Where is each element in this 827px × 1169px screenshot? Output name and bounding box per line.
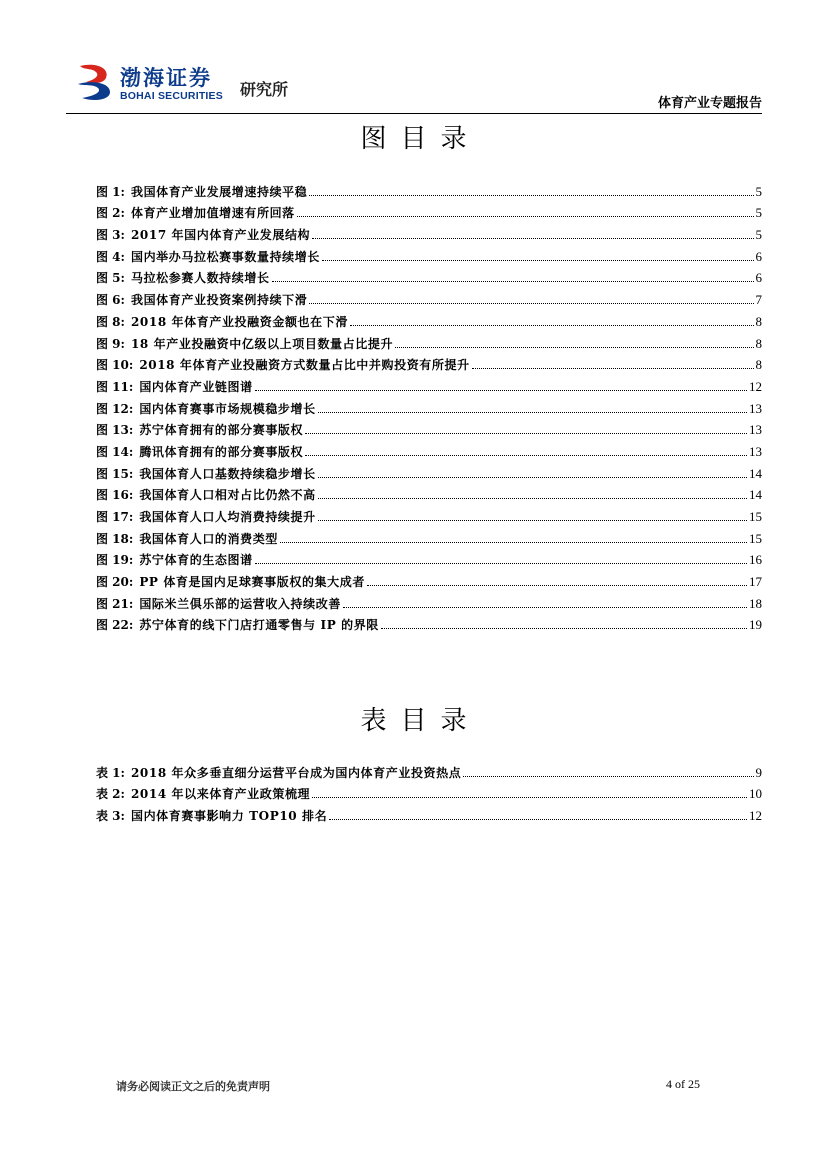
table-entry[interactable] — [96, 759, 762, 781]
figure-entry[interactable] — [96, 330, 762, 352]
figure-page-number: 15 — [749, 530, 762, 546]
figure-entry[interactable] — [96, 568, 762, 590]
figure-caption: 苏宁体育的生态图谱 — [139, 553, 253, 568]
figure-page-number: 5 — [755, 183, 762, 199]
dot-leader — [309, 303, 753, 304]
figure-label: 图 13: — [96, 423, 134, 438]
figure-label: 图 16: — [96, 488, 134, 503]
dot-leader — [280, 542, 747, 543]
page-number: 4 of 25 — [666, 1077, 700, 1091]
company-logo — [76, 60, 296, 108]
figure-page-number: 8 — [755, 357, 762, 373]
figure-caption: 我国体育人口相对占比仍然不高 — [139, 488, 316, 503]
figure-caption: 我国体育人口人均消费持续提升 — [139, 510, 316, 524]
table-entry[interactable] — [96, 781, 762, 803]
figure-label: 图 2: — [96, 206, 125, 221]
table-caption: 国内体育赛事影响力 TOP10 排名 — [130, 809, 328, 824]
figure-caption: 马拉松参赛人数持续增长 — [130, 271, 270, 286]
figure-label: 图 5: — [96, 271, 125, 286]
logo-english-name: BOHAI SECURITIES — [120, 90, 223, 102]
dot-leader — [255, 563, 747, 564]
table-label: 表 1: — [96, 765, 125, 780]
logo-chinese-name: 渤海证券 — [120, 66, 212, 90]
figure-label: 图 6: — [96, 293, 125, 308]
figure-entry[interactable] — [96, 243, 762, 265]
dot-leader — [305, 433, 747, 434]
figure-entry[interactable] — [96, 417, 762, 439]
table-caption: 2014 年以来体育产业政策梳理 — [130, 787, 311, 802]
figure-label: 图 18: — [96, 531, 134, 546]
institute-label: 研究所 — [240, 80, 289, 99]
figure-page-number: 12 — [749, 378, 762, 394]
dot-leader — [350, 325, 754, 326]
figure-label: 图 20: — [96, 575, 134, 590]
table-list — [96, 759, 762, 824]
figure-caption: 我国体育人口的消费类型 — [139, 531, 278, 546]
disclaimer-note: 请务必阅读正文之后的免责声明 — [116, 1080, 270, 1093]
figure-entry[interactable] — [96, 200, 762, 222]
figure-page-number: 15 — [749, 509, 762, 524]
figure-label: 图 22: — [96, 618, 134, 633]
figure-caption: 国内举办马拉松赛事数量持续增长 — [130, 249, 320, 264]
table-caption: 2018 年众多垂直细分运营平台成为国内体育产业投资热点 — [130, 765, 462, 780]
figure-list-title: 图目录 — [360, 124, 481, 154]
figure-label: 图 14: — [96, 444, 134, 459]
figure-label: 图 11: — [96, 379, 134, 394]
dot-leader — [318, 412, 747, 413]
figure-entry[interactable] — [96, 503, 762, 525]
figure-page-number: 18 — [749, 595, 762, 611]
figure-page-number: 17 — [749, 574, 762, 590]
figure-page-number: 6 — [755, 270, 762, 286]
dot-leader — [305, 455, 747, 456]
dot-leader — [395, 347, 753, 348]
figure-label: 图 17: — [96, 510, 134, 524]
figure-caption: 我国体育产业投资案例持续下滑 — [130, 293, 308, 308]
bohai-logo-icon — [76, 62, 114, 102]
figure-label: 图 10: — [96, 358, 134, 373]
dot-leader — [255, 390, 747, 391]
table-page-number: 12 — [749, 808, 762, 824]
figure-caption: 苏宁体育的线下门店打通零售与 IP 的界限 — [139, 618, 379, 633]
figure-caption: 体育产业增加值增速有所回落 — [130, 206, 295, 221]
page-header — [66, 54, 762, 114]
figure-caption: 国内体育产业链图谱 — [139, 379, 253, 394]
figure-entry[interactable] — [96, 352, 762, 374]
dot-leader — [309, 195, 753, 196]
figure-page-number: 19 — [749, 617, 762, 633]
figure-label: 图 8: — [96, 314, 125, 329]
table-entry[interactable] — [96, 802, 762, 824]
table-list-title: 表目录 — [360, 706, 481, 736]
figure-page-number: 8 — [755, 335, 762, 351]
figure-caption: 2018 年体育产业投融资方式数量占比中并购投资有所提升 — [139, 358, 470, 373]
header-divider — [66, 113, 762, 114]
figure-entry[interactable] — [96, 308, 762, 330]
table-page-number: 9 — [755, 764, 762, 780]
dot-leader — [312, 797, 747, 798]
dot-leader — [318, 498, 747, 499]
figure-label: 图 9: — [96, 336, 125, 351]
figure-page-number: 13 — [749, 443, 762, 459]
figure-label: 图 21: — [96, 596, 134, 611]
figure-caption: 我国体育产业发展增速持续平稳 — [130, 184, 308, 199]
figure-label: 图 19: — [96, 553, 134, 568]
figure-label: 图 15: — [96, 466, 134, 481]
figure-entry[interactable] — [96, 482, 762, 504]
figure-caption: 腾讯体育拥有的部分赛事版权 — [139, 444, 304, 459]
dot-leader — [329, 819, 747, 820]
figure-label: 图 1: — [96, 184, 125, 199]
dot-leader — [367, 585, 747, 586]
figure-label: 图 3: — [96, 228, 125, 243]
figure-page-number: 7 — [755, 292, 762, 308]
dot-leader — [318, 477, 747, 478]
dot-leader — [381, 628, 747, 629]
dot-leader — [322, 260, 754, 261]
dot-leader — [472, 368, 754, 369]
figure-entry[interactable] — [96, 612, 762, 634]
figure-page-number: 5 — [755, 227, 762, 243]
dot-leader — [272, 281, 754, 282]
figure-page-number: 13 — [749, 422, 762, 438]
table-label: 表 3: — [96, 809, 125, 824]
figure-entry[interactable] — [96, 373, 762, 395]
figure-page-number: 16 — [749, 552, 762, 568]
figure-caption: 国际米兰俱乐部的运营收入持续改善 — [139, 596, 341, 611]
dot-leader — [343, 607, 747, 608]
figure-page-number: 14 — [749, 465, 762, 481]
figure-entry[interactable] — [96, 460, 762, 482]
figure-list — [96, 178, 762, 633]
report-type: 体育产业专题报告 — [657, 96, 762, 111]
figure-entry[interactable] — [96, 286, 762, 308]
figure-caption: PP 体育是国内足球赛事版权的集大成者 — [139, 575, 365, 590]
figure-caption: 苏宁体育拥有的部分赛事版权 — [139, 423, 304, 438]
figure-page-number: 13 — [749, 400, 762, 416]
figure-page-number: 6 — [755, 248, 762, 264]
figure-caption: 我国体育人口基数持续稳步增长 — [139, 466, 316, 481]
figure-label: 图 12: — [96, 401, 134, 416]
figure-entry[interactable] — [96, 221, 762, 243]
figure-label: 图 4: — [96, 249, 125, 264]
table-label: 表 2: — [96, 787, 125, 802]
dot-leader — [318, 520, 747, 521]
figure-entry[interactable] — [96, 395, 762, 417]
figure-caption: 国内体育赛事市场规模稳步增长 — [139, 401, 316, 416]
figure-entry[interactable] — [96, 547, 762, 569]
dot-leader — [463, 776, 753, 777]
figure-page-number: 5 — [755, 205, 762, 221]
figure-caption: 18 年产业投融资中亿级以上项目数量占比提升 — [130, 336, 394, 351]
figure-entry[interactable] — [96, 265, 762, 287]
table-page-number: 10 — [749, 786, 762, 802]
figure-entry[interactable] — [96, 590, 762, 612]
figure-entry[interactable] — [96, 525, 762, 547]
figure-entry[interactable] — [96, 178, 762, 200]
figure-caption: 2017 年国内体育产业发展结构 — [130, 228, 311, 243]
figure-page-number: 8 — [755, 313, 762, 329]
figure-caption: 2018 年体育产业投融资金额也在下滑 — [130, 314, 348, 329]
figure-page-number: 14 — [749, 487, 762, 503]
figure-entry[interactable] — [96, 438, 762, 460]
dot-leader — [312, 238, 753, 239]
dot-leader — [297, 216, 754, 217]
